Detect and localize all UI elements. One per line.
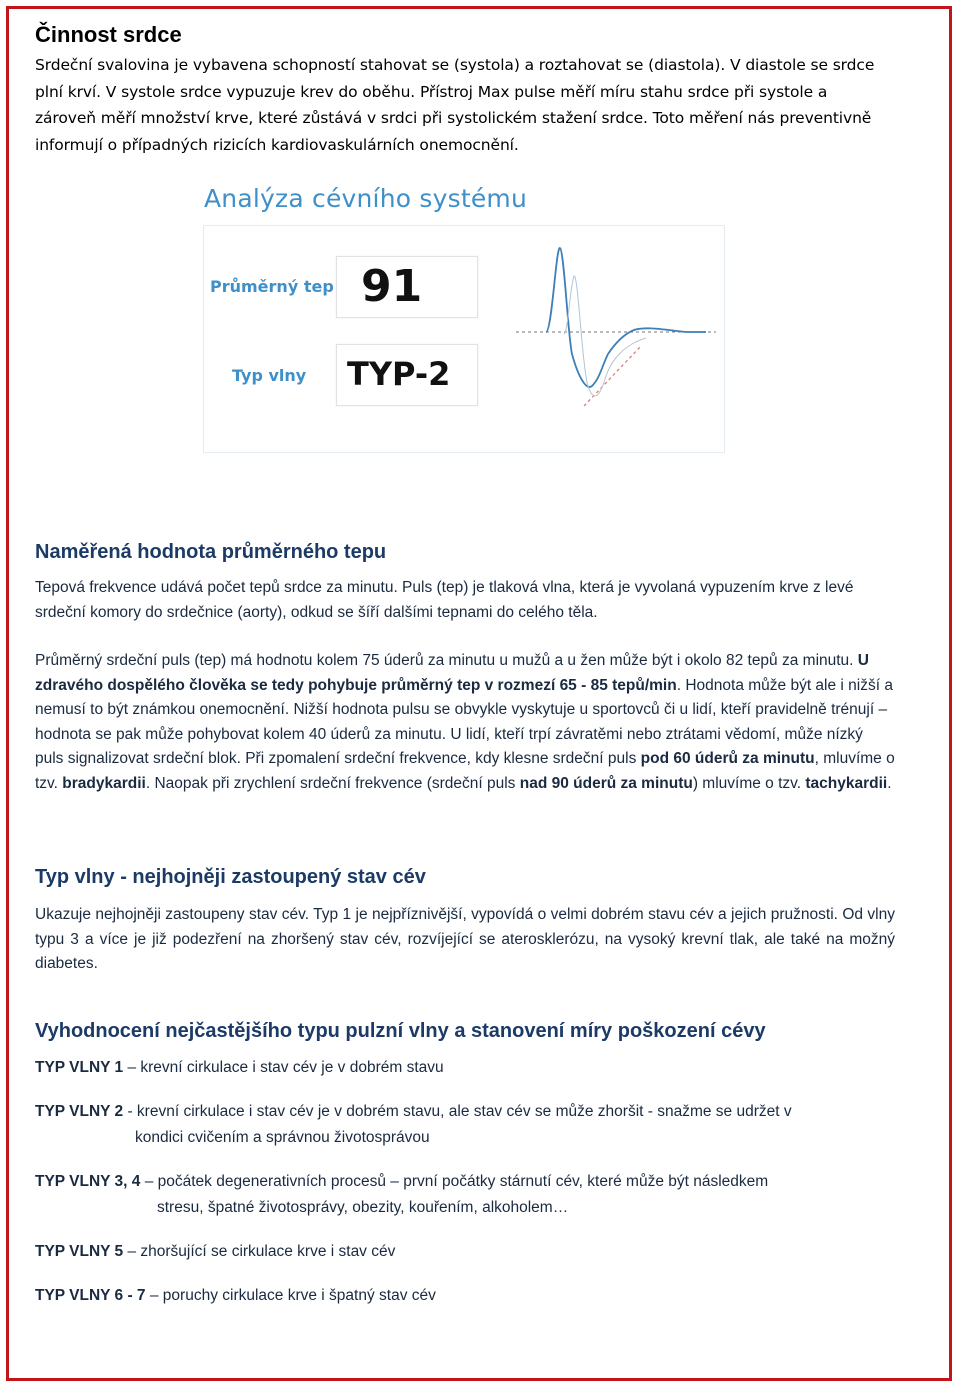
wave-type-6-7 [35, 1283, 895, 1309]
wave-type-label: Typ vlny [232, 366, 307, 385]
section-heart-activity [35, 22, 895, 158]
heading-measured-pulse: Naměřená hodnota průměrného tepu [35, 541, 387, 563]
section-wave-type [35, 866, 895, 977]
text-run-bold: pod 60 úderů za minutu [640, 750, 815, 767]
pulse-value-box [336, 256, 478, 318]
wave-type-text-cont: stresu, špatné životosprávy, obezity, kouřením, alkoholem… [157, 1199, 569, 1216]
wave-type-label: TYP VLNY 2 [35, 1103, 124, 1120]
wave-type-text: – poruchy cirkulace krve i špatný stav cév [145, 1287, 436, 1304]
wave-type-1 [35, 1055, 895, 1081]
section-measured-pulse [35, 541, 895, 796]
intro-line: Srdeční svalovina je vybavena schopností stahovat se (systola) a roztahovat se (diastola). V diastole se srdce [35, 56, 875, 74]
text-run: . Naopak při zrychlení srdeční frekvence (srdeční puls [145, 774, 520, 792]
text-run: . [887, 774, 892, 792]
intro-line: zároveň měří množství krve, které zůstává v srdci při systolickém stažení srdce. Toto měření nás preventivně [35, 109, 872, 127]
wave-type-text: – zhoršující se cirkulace krve i stav cév [123, 1243, 396, 1260]
pulse-label: Průměrný tep [210, 277, 334, 296]
intro-line: plní krví. V systole srdce vypuzuje krev do oběhu. Přístroj Max pulse měří míru stahu srdce při systole a [35, 82, 828, 101]
text-run-bold: U zdravého dospělého člověka se tedy pohybuje průměrný tep v rozmezí 65 - 85 tepů/min [35, 652, 869, 694]
text-run: ) mluvíme o tzv. [692, 774, 806, 792]
wave-type-paragraph: Ukazuje nejhojněji zastoupeny stav cév. Typ 1 je nejpříznivější, vypovídá o velmi dobrém stavu cév a jejich pružnosti. Od vlny typu 3 a více je již podezření na zhoršený stav cév, rozvíjející se aterosklerózu, na vysoký krevní tlak, ale také na možný diabetes. [35, 906, 895, 972]
wave-type-label: TYP VLNY 5 [35, 1243, 124, 1260]
text-run-bold: tachykardii [805, 774, 888, 792]
wave-type-3-4 [35, 1169, 895, 1221]
pulse-value: 91 [361, 261, 423, 312]
trend-line [584, 346, 641, 406]
wave-type-label: TYP VLNY 1 [35, 1059, 124, 1076]
text-run: . Hodnota může být ale i nižší a nemusí to být známkou onemocnění. Nižší hodnota pulsu se obvykle vyskytuje u sportovců či u lidí, kteří pravidelně trénují – hodnota se pak může pohybovat kolem 40 úderů za minutu. U lidí, kteří trpí závratěmi nebo ztrátami vědomí, může nízký puls signalizovat srdeční blok. Při zpomalení srdeční frekvence, kdy klesne srdeční puls [35, 676, 893, 767]
wave-type-box [336, 344, 478, 406]
measured-pulse-paragraph-1: Tepová frekvence udává počet tepů srdce za minutu. Puls (tep) je tlaková vlna, která je vyvolaná vypuzením krve z levé srdeční komory do srdečnice (aorty), odkud se šíří dalšími tepnami do celého těla. [35, 579, 854, 621]
wave-type-text: - krevní cirkulace i stav cév je v dobrém stavu, ale stav cév se může zhoršit - snažme se udržet v [123, 1103, 792, 1120]
panel-box [203, 225, 725, 453]
wave-type-value: TYP-2 [347, 355, 451, 393]
wave-type-text: – počátek degenerativních procesů – první počátky stárnutí cév, které může být následkem [140, 1173, 769, 1190]
wave-type-5 [35, 1239, 895, 1265]
wave-type-label: TYP VLNY 3, 4 [35, 1173, 141, 1190]
panel-title: Analýza cévního systému [204, 184, 528, 213]
text-run: , mluvíme o tzv. [35, 750, 895, 792]
wave-type-text-cont: kondici cvičením a správnou životosprávou [135, 1129, 430, 1146]
text-run: Průměrný srdeční puls (tep) má hodnotu kolem 75 úderů za minutu u mužů a u žen může být i okolo 82 tepů za minutu. [35, 652, 858, 669]
secondary-wave-line [564, 276, 646, 396]
wave-type-label: TYP VLNY 6 - 7 [35, 1287, 146, 1304]
text-run-bold: bradykardii [62, 774, 146, 792]
pulse-wave-line [546, 248, 706, 387]
heading-heart-activity: Činnost srdce [35, 22, 182, 47]
intro-line: informují o případných rizicích kardiovaskulárních onemocnění. [35, 135, 519, 154]
heading-evaluation: Vyhodnocení nejčastějšího typu pulzní vlny a stanovení míry poškození cévy [35, 1020, 766, 1042]
wave-type-text: – krevní cirkulace i stav cév je v dobrém stavu [123, 1059, 444, 1076]
intro-paragraph [35, 52, 895, 158]
vascular-analysis-panel [200, 178, 748, 458]
heading-wave-type: Typ vlny - nejhojněji zastoupený stav cév [35, 866, 426, 888]
text-run-bold: nad 90 úderů za minutu [519, 774, 693, 792]
section-evaluation [35, 1020, 895, 1309]
wave-type-2 [35, 1099, 895, 1151]
pulse-waveform [506, 226, 722, 448]
measured-pulse-paragraph-2 [35, 649, 895, 796]
